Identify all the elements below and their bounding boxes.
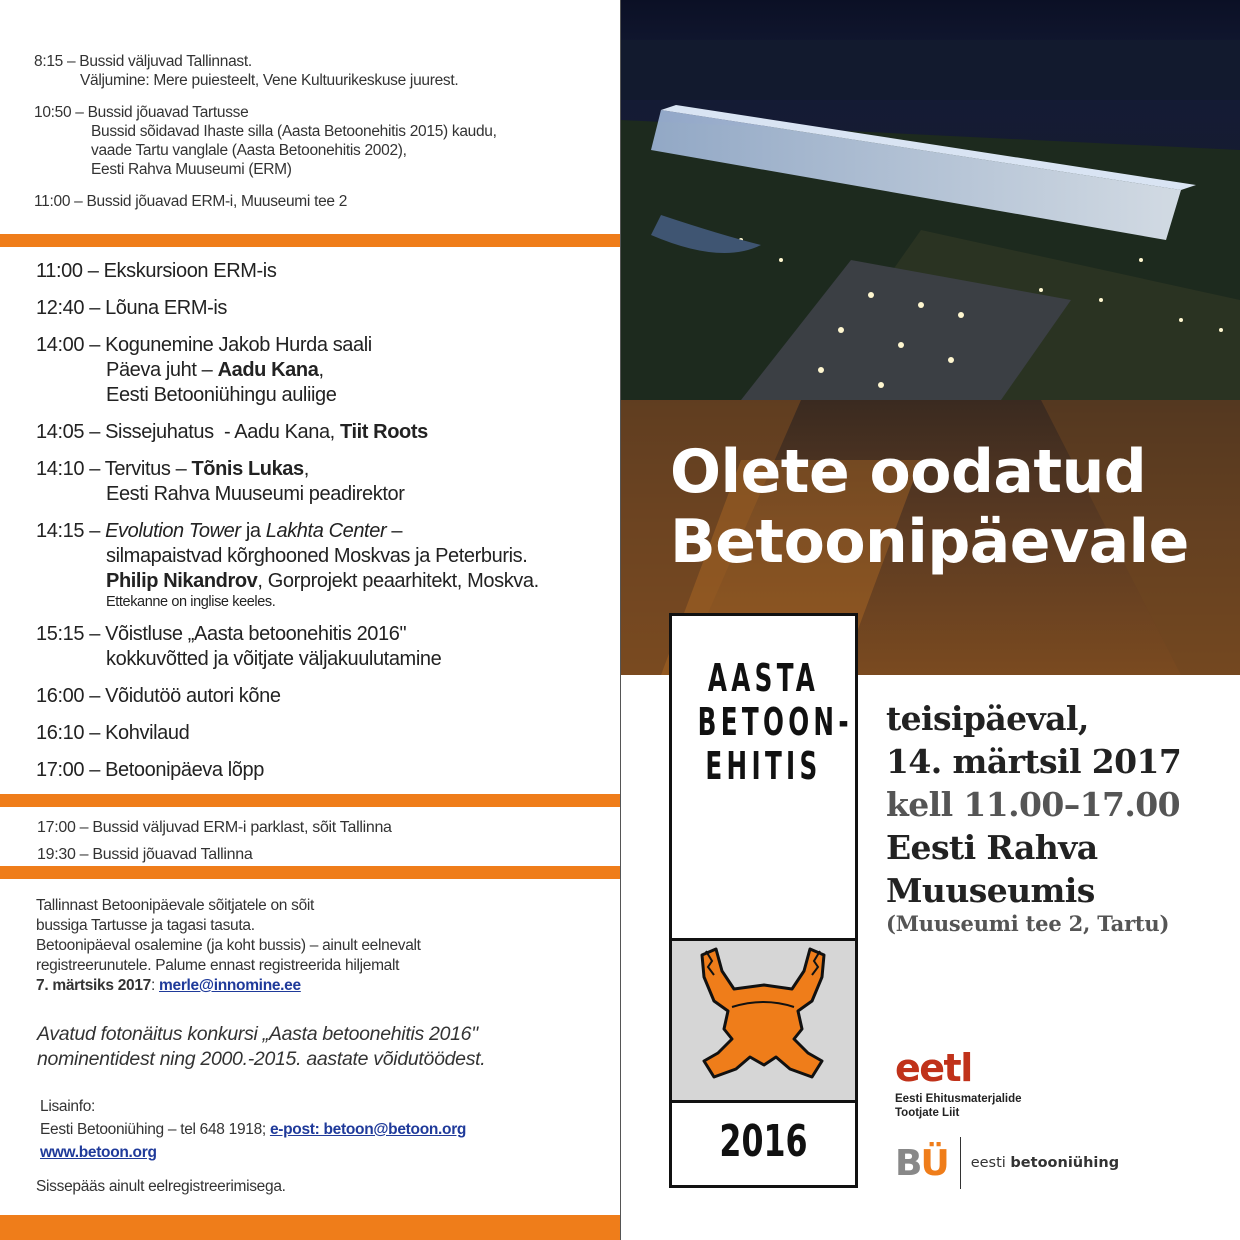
program-item: 17:00 – Betoonipäeva lõpp <box>36 759 264 781</box>
award-logo-text: AASTA BETOON- EHITIS <box>697 656 853 788</box>
transport-1 <box>34 103 614 179</box>
event-day: teisipäeval, <box>886 699 1089 738</box>
transport-sub: Väljumine: Mere puiesteelt, Vene Kultuurikeskuse juurest. <box>80 72 459 89</box>
concrete-figure-icon <box>672 941 855 1100</box>
event-place: Muuseumis <box>886 871 1095 910</box>
eetl-wordmark: eetl <box>895 1046 972 1090</box>
exhibition-note: Avatud fotonäitus konkursi „Aasta betoonehitis 2016" nominentidest ning 2000.-2015. aastate võidutöödest. <box>37 1023 486 1070</box>
award-logo <box>669 613 858 1188</box>
website-link[interactable]: www.betoon.org <box>40 1144 157 1161</box>
transport-top <box>34 52 614 211</box>
bu-wordmark: eesti betooniühing <box>970 1155 1120 1171</box>
program-item: 14:15 – Evolution Tower ja Lakhta Center – silmapaistvad kõrghooned Moskvas ja Peterburis. Philip Nikandrov, Gorprojekt peaarhitekt, Moskva. Ettekanne on inglise keeles. <box>36 520 539 610</box>
orange-footer-bar <box>0 1215 620 1240</box>
award-year: 2016 <box>719 1116 808 1167</box>
transport-line: 19:30 – Bussid jõuavad Tallinna <box>37 846 253 863</box>
orange-divider-1 <box>0 234 620 247</box>
transport-sub: vaade Tartu vanglale (Aasta Betoonehitis 2002), <box>91 142 407 159</box>
program-item: 11:00 – Ekskursioon ERM-is <box>36 260 277 282</box>
speaker-name: Tõnis Lukas <box>191 458 304 480</box>
program-item: 14:05 – Sissejuhatus - Aadu Kana, Tiit Roots <box>36 421 428 443</box>
speaker-name: Tiit Roots <box>340 421 428 443</box>
orange-divider-2 <box>0 794 620 807</box>
page-title: Olete oodatud Betoonipäevale <box>670 437 1189 577</box>
award-figure-panel <box>672 938 855 1103</box>
transport-0 <box>34 52 614 90</box>
photo-illustration <box>621 0 1240 400</box>
orange-divider-3 <box>0 866 620 879</box>
event-address: (Muuseumi tee 2, Tartu) <box>886 911 1170 936</box>
transport-2 <box>34 192 614 211</box>
transport-line: 8:15 – Bussid väljuvad Tallinnast. <box>34 53 252 70</box>
event-details <box>886 697 1240 936</box>
eetl-sponsor-logo: eetl Eesti Ehitusmaterjalide Tootjate Liit <box>895 1046 1022 1119</box>
transport-line: 11:00 – Bussid jõuavad ERM-i, Muuseumi tee 2 <box>34 193 348 210</box>
transport-line: 10:50 – Bussid jõuavad Tartusse <box>34 104 249 121</box>
registration-info: Tallinnast Betoonipäevale sõitjatele on sõit bussiga Tartusse ja tagasi tasuta. Betoonipäeval osalemine (ja koht bussis) – ainult eelnevalt registreerunutele. Palume ennast registreerida hiljemalt 7. märtsiks 2017: merle@innomine.ee <box>36 897 421 994</box>
contact-info: Lisainfo: Eesti Betooniühing – tel 648 1918; e-post: betoon@betoon.org www.betoon.org <box>40 1098 467 1161</box>
transport-sub: Eesti Rahva Muuseumi (ERM) <box>91 161 292 178</box>
contact-email-link[interactable]: e-post: betoon@betoon.org <box>269 1121 467 1138</box>
event-date: 14. märtsil 2017 <box>886 742 1182 781</box>
program-item: 12:40 – Lõuna ERM-is <box>36 297 228 319</box>
program-item: 14:00 – Kogunemine Jakob Hurda saali Päeva juht – Aadu Kana, Eesti Betooniühingu auliige <box>36 334 372 406</box>
registration-email-link[interactable]: merle@innomine.ee <box>159 977 301 994</box>
bu-mark-icon: BÜ <box>895 1142 948 1184</box>
speaker-name: Philip Nikandrov <box>106 570 258 592</box>
program-list <box>36 259 616 795</box>
betooniuhing-sponsor-logo <box>895 1137 1119 1189</box>
event-time: kell 11.00–17.00 <box>886 785 1180 824</box>
event-place: Eesti Rahva <box>886 828 1098 867</box>
program-item: 16:00 – Võidutöö autori kõne <box>36 685 281 707</box>
program-item: 15:15 – Võistluse „Aasta betoonehitis 2016" kokkuvõtted ja võitjate väljakuulutamine <box>36 623 442 670</box>
program-item: 14:10 – Tervitus – Tõnis Lukas, Eesti Rahva Muuseumi peadirektor <box>36 458 405 505</box>
transport-sub: Bussid sõidavad Ihaste silla (Aasta Betoonehitis 2015) kaudu, <box>91 123 497 140</box>
program-item: 16:10 – Kohvilaud <box>36 722 190 744</box>
entry-note: Sissepääs ainult eelregistreerimisega. <box>36 1178 286 1195</box>
speaker-name: Aadu Kana <box>217 359 319 381</box>
transport-line: 17:00 – Bussid väljuvad ERM-i parklast, sõit Tallinna <box>37 819 392 836</box>
transport-bottom <box>37 814 617 868</box>
night-museum-photo <box>621 0 1240 400</box>
logo-separator <box>960 1137 961 1189</box>
